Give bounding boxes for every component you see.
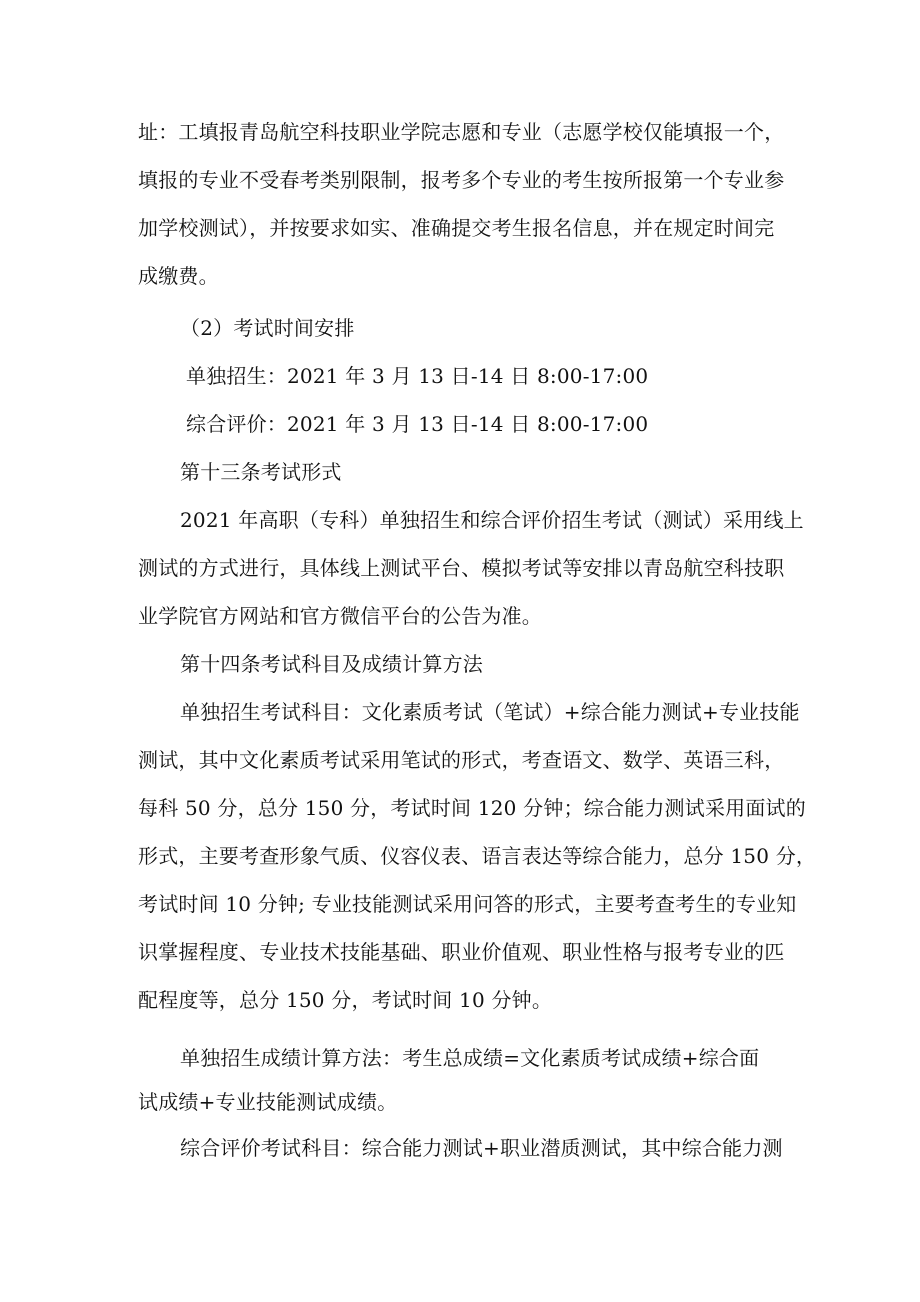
paragraph-line: 单独招生成绩计算方法：考生总成绩=文化素质考试成绩+综合面 <box>180 1046 760 1070</box>
paragraph-line: 配程度等，总分 150 分，考试时间 10 分钟。 <box>138 988 553 1012</box>
article-heading: 第十三条考试形式 <box>180 460 342 484</box>
paragraph-line: 测试，其中文化素质考试采用笔试的形式，考查语文、数学、英语三科， <box>138 748 785 772</box>
paragraph-line: 址：工填报青岛航空科技职业学院志愿和专业（志愿学校仅能填报一个， <box>138 120 785 144</box>
article-heading: 第十四条考试科目及成绩计算方法 <box>180 652 483 676</box>
paragraph-line: 业学院官方网站和官方微信平台的公告为准。 <box>138 604 542 628</box>
paragraph-line: 加学校测试），并按要求如实、准确提交考生报名信息，并在规定时间完 <box>138 216 775 240</box>
paragraph-line: 填报的专业不受春考类别限制，报考多个专业的考生按所报第一个专业参 <box>138 168 785 192</box>
schedule-line: 综合评价：2021 年 3 月 13 日-14 日 8:00-17:00 <box>186 412 649 436</box>
paragraph-line: 考试时间 10 分钟; 专业技能测试采用问答的形式，主要考查考生的专业知 <box>138 892 797 916</box>
paragraph-line: 识掌握程度、专业技术技能基础、职业价值观、职业性格与报考专业的匹 <box>138 940 785 964</box>
paragraph-line: 每科 50 分，总分 150 分，考试时间 120 分钟；综合能力测试采用面试的 <box>138 796 806 820</box>
schedule-line: 单独招生：2021 年 3 月 13 日-14 日 8:00-17:00 <box>186 364 649 388</box>
section-subheading: （2）考试时间安排 <box>180 316 355 340</box>
paragraph-line: 形式，主要考查形象气质、仪容仪表、语言表达等综合能力，总分 150 分， <box>138 844 817 868</box>
paragraph-line: 试成绩+专业技能测试成绩。 <box>138 1090 398 1114</box>
paragraph-line: 综合评价考试科目：综合能力测试+职业潜质测试，其中综合能力测 <box>180 1136 783 1160</box>
paragraph-line: 2021 年高职（专科）单独招生和综合评价招生考试（测试）采用线上 <box>180 508 804 532</box>
paragraph-line: 单独招生考试科目：文化素质考试（笔试）+综合能力测试+专业技能 <box>180 700 800 724</box>
paragraph-line: 成缴费。 <box>138 264 219 288</box>
paragraph-line: 测试的方式进行，具体线上测试平台、模拟考试等安排以青岛航空科技职 <box>138 556 785 580</box>
